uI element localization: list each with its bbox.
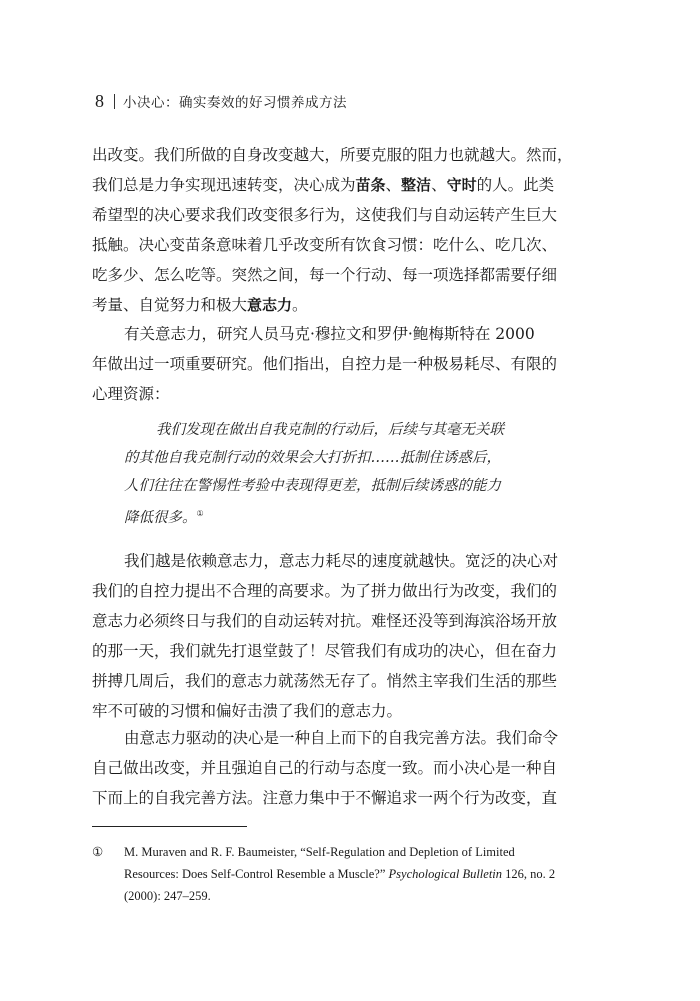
emphasis-punctual: 守时 [446,176,477,194]
emphasis-tidy: 整洁 [401,176,432,194]
text-span: 降低很多。 [124,509,197,526]
paragraph-2 [92,319,614,409]
quote-line: 人们往往在警惕性考验中表现得更差，抵制后续诱惑的能力 [124,478,501,494]
footnote-marker: ① [196,509,204,518]
text-line [92,170,614,200]
block-quote [124,416,594,528]
text-line: 吃多少、怎么吃等。突然之间，每一个行动、每一项选择都需要仔细 [92,266,558,284]
book-title: 小决心：确实奏效的好习惯养成方法 [123,95,347,111]
text-span: Resources: Does Self-Control Resemble a Muscle?” [124,867,389,881]
footnote-line: (2000): 247–259. [124,889,211,903]
text-line [92,290,614,320]
quote-line [124,500,594,528]
text-span: 、 [385,176,402,194]
text-span: 。 [292,296,308,314]
text-line: 我们越是依赖意志力，意志力耗尽的速度就越快。宽泛的决心对 [124,552,559,570]
quote-line: 的其他自我克制行动的效果会大打折扣……抵制住诱惑后， [124,450,501,466]
text-span: 我们总是力争实现迅速转变，决心成为 [92,176,356,194]
text-line: 意志力必须终日与我们的自动运转对抗。难怪还没等到海滨浴场开放 [92,612,558,630]
text-span: 126, no. 2 [502,867,556,881]
footnote [92,841,592,907]
paragraph-4 [92,723,614,813]
text-line: 心理资源： [92,385,170,403]
header-divider [114,94,115,109]
text-line: 我们的自控力提出不合理的高要求。为了拼力做出行为改变，我们的 [92,582,558,600]
text-line: 的那一天，我们就先打退堂鼓了！尽管我们有成功的决心，但在奋力 [92,642,558,660]
paragraph-1 [92,140,614,320]
text-line: 希望型的决心要求我们改变很多行为，这使我们与自动运转产生巨大 [92,206,558,224]
text-line: 牢不可破的习惯和偏好击溃了我们的意志力。 [92,702,403,720]
text-span: M. Muraven and R. F. Baumeister, “Self-Regulation and Depletion of Limited [124,845,515,859]
page-number: 8 [95,90,104,111]
footnote-line [92,863,592,885]
footnote-separator [92,826,247,827]
emphasis-slim: 苗条 [355,176,386,194]
text-line: 拼搏几周后，我们的意志力就荡然无存了。悄然主宰我们生活的那些 [92,672,558,690]
text-line: 下而上的自我完善方法。注意力集中于不懈追求一两个行为改变，直 [92,789,558,807]
footnote-line [92,841,592,863]
running-header [95,89,615,113]
emphasis-willpower: 意志力 [247,296,293,314]
footnote-number: ① [92,845,104,859]
text-line: 年做出过一项重要研究。他们指出，自控力是一种极易耗尽、有限的 [92,355,558,373]
journal-title: Psychological Bulletin [388,867,503,881]
text-line: 出改变。我们所做的自身改变越大，所要克服的阻力也就越大。然而， [92,146,573,164]
quote-line: 我们发现在做出自我克制的行动后，后续与其毫无关联 [156,422,504,438]
text-span: 、 [431,176,447,194]
text-span: 的人。此类 [476,176,555,194]
text-line: 自己做出改变，并且强迫自己的行动与态度一致。而小决心是一种自 [92,759,558,777]
text-line: 抵触。决心变苗条意味着几乎改变所有饮食习惯：吃什么、吃几次、 [92,236,558,254]
paragraph-3 [92,546,614,726]
text-line: 有关意志力，研究人员马克·穆拉文和罗伊·鲍梅斯特在 2000 [124,325,535,343]
text-line: 由意志力驱动的决心是一种自上而下的自我完善方法。我们命令 [124,729,559,747]
text-span: 考量、自觉努力和极大 [92,296,248,314]
